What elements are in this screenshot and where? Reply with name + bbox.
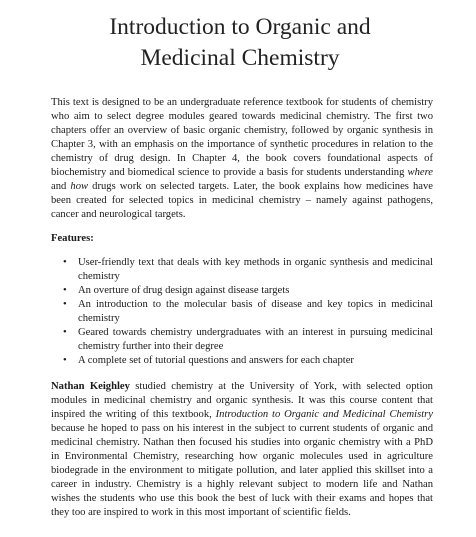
intro-text-and: and <box>51 181 71 192</box>
author-name: Nathan Keighley <box>51 381 130 392</box>
book-title <box>40 12 440 74</box>
features-list <box>51 256 433 368</box>
feature-item: • An overture of drug design against disease targets <box>63 284 433 298</box>
intro-emphasis-where: where <box>407 167 433 178</box>
intro-emphasis-how: how <box>70 181 89 192</box>
book-title-line-2: Medicinal Chemistry <box>140 45 340 71</box>
blurb-body <box>51 96 433 520</box>
feature-item: • User-friendly text that deals with key methods in organic synthesis and medicinal chemistry <box>63 256 433 284</box>
author-bio-paragraph <box>51 380 433 520</box>
feature-item: • Geared towards chemistry undergraduates with an interest in pursuing medicinal chemistry further into their degree <box>63 326 433 354</box>
feature-item: • A complete set of tutorial questions and answers for each chapter <box>63 354 433 368</box>
intro-paragraph <box>51 96 433 222</box>
bio-text-1: studied chemistry at the University of York, with selected option modules in medicinal chemistry and organic synthesis. It was this course content that inspired the writing of this textbook, <box>51 381 433 420</box>
feature-item: • An introduction to the molecular basis of disease and key topics in medicinal chemistry <box>63 298 433 326</box>
book-title-line-1: Introduction to Organic and <box>109 14 371 40</box>
bio-book-title: Introduction to Organic and Medicinal Chemistry <box>215 409 434 420</box>
features-heading: Features: <box>51 233 94 244</box>
bio-text-2: because he hoped to pass on his interest in the subject to current students of organic and medicinal chemistry. Nathan then focused his studies into organic chemistry with a PhD in Environmental Chemistry, researching how organic molecules used in agriculture biodegrade in the environment to mitigate pollution, and later applied this skillset into a career in industry. Chemistry is a highly relevant subject to modern life and Nathan wishes the students who use this book the best of luck with their exams and hopes that they too are inspired to work in this most important of scientific fields. <box>51 423 433 518</box>
intro-text-1: This text is designed to be an undergraduate reference textbook for students of chemistry who aim to select degree modules geared towards medicinal chemistry. The first two chapters offer an overview of basic organic chemistry, followed by organic synthesis in Chapter 3, with an emphasis on the importance of synthetic procedures in relation to the chemistry of drug design. In Chapter 4, the book covers foundational aspects of biochemistry and biomedical science to provide a basis for students understanding <box>51 97 433 178</box>
intro-text-2: drugs work on selected targets. Later, the book explains how medicines have been created for selected topics in medicinal chemistry – namely against pathogens, cancer and neurological targets. <box>51 181 433 220</box>
